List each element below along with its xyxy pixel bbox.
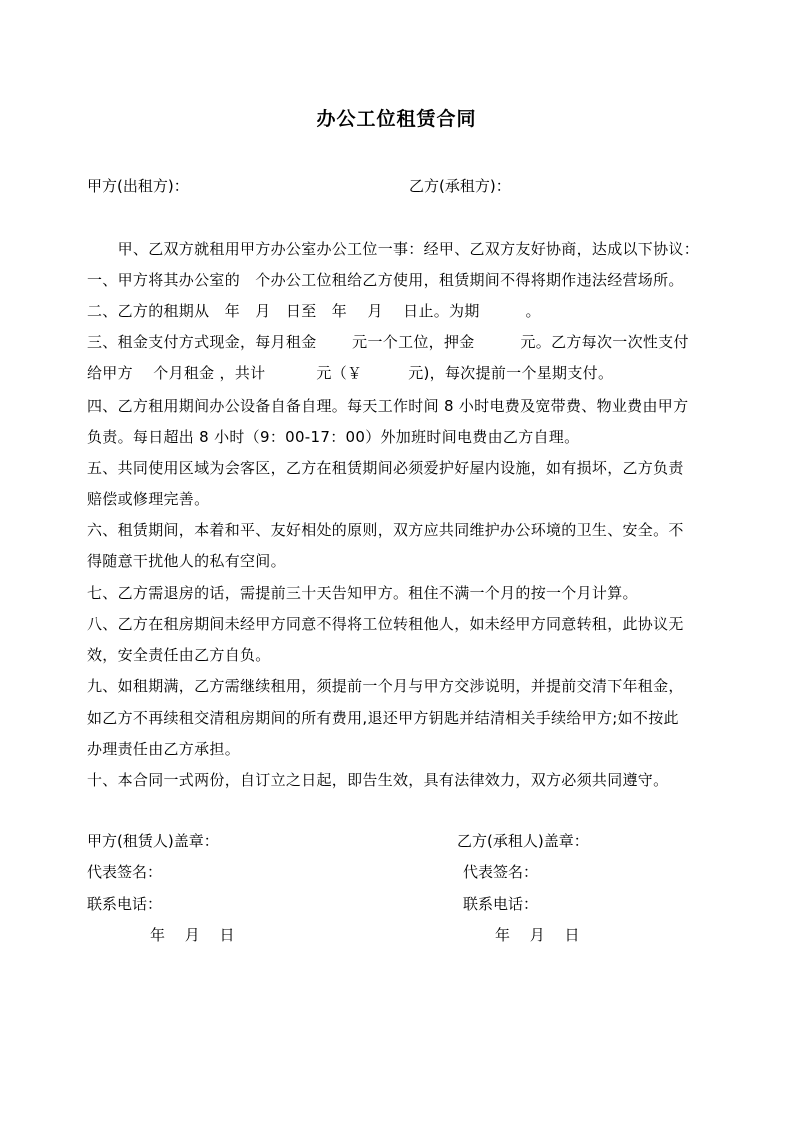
- intro-paragraph: 甲、乙双方就租用甲方办公室办公工位一事：经甲、乙双方友好协商，达成以下协议：: [87, 240, 700, 258]
- clause-line: 三、租金支付方式现金，每月租金 元一个工位，押金 元。乙方每次一次性支付: [87, 333, 689, 351]
- clause-line: 九、如租期满，乙方需继续租用，须提前一个月与甲方交涉说明，并提前交清下年租金，: [87, 677, 684, 695]
- party-a-rep-label: 代表签名：: [87, 863, 163, 881]
- clause-line: 办理责任由乙方承担。: [87, 740, 241, 758]
- clause-line: 得随意干扰他人的私有空间。: [87, 552, 286, 570]
- party-a-phone-label: 联系电话：: [87, 895, 163, 913]
- party-b-label: 乙方(承租方)：: [409, 177, 511, 195]
- clause-line: 赔偿或修理完善。: [87, 490, 210, 508]
- party-a-date: 年 月 日: [150, 926, 235, 944]
- clause-line: 十、本合同一式两份，自订立之日起，即告生效，具有法律效力，双方必须共同遵守。: [87, 771, 669, 789]
- clause-line: 如乙方不再续租交清租房期间的所有费用,退还甲方钥匙并结清相关手续给甲方;如不按此: [87, 709, 679, 727]
- party-b-seal-label: 乙方(承租人)盖章：: [457, 832, 589, 850]
- clause-line: 效，安全责任由乙方自负。: [87, 646, 271, 664]
- clause-line: 一、甲方将其办公室的 个办公工位租给乙方使用，租赁期间不得将期作违法经营场所。: [87, 271, 684, 289]
- party-b-date: 年 月 日: [495, 926, 580, 944]
- clause-line: 六、租赁期间，本着和平、友好相处的原则，双方应共同维护办公环境的卫生、安全。不: [87, 521, 684, 539]
- clause-line: 五、共同使用区域为会客区，乙方在租赁期间必须爱护好屋内设施，如有损坏，乙方负责: [87, 459, 684, 477]
- clause-line: 二、乙方的租期从 年 月 日至 年 月 日止。为期 。: [87, 302, 541, 320]
- party-a-seal-label: 甲方(租赁人)盖章：: [87, 832, 219, 850]
- clause-line: 七、乙方需退房的话，需提前三十天告知甲方。租住不满一个月的按一个月计算。: [87, 584, 638, 602]
- clause-line: 给甲方 个月租金 ，共计 元（￥ 元)，每次提前一个星期支付。: [87, 364, 614, 382]
- clause-line: 八、乙方在租房期间未经甲方同意不得将工位转租他人，如未经甲方同意转租，此协议无: [87, 615, 684, 633]
- party-a-label: 甲方(出租方)：: [87, 177, 189, 195]
- party-b-rep-label: 代表签名：: [463, 863, 539, 881]
- clause-line: 四、乙方租用期间办公设备自备自理。每天工作时间 8 小时电费及宽带费、物业费由甲方: [87, 397, 689, 415]
- clause-line: 负责。每日超出 8 小时（9：00-17：00）外加班时间电费由乙方自理。: [87, 428, 580, 446]
- page-title: 办公工位租赁合同: [316, 108, 477, 130]
- party-b-phone-label: 联系电话：: [463, 895, 539, 913]
